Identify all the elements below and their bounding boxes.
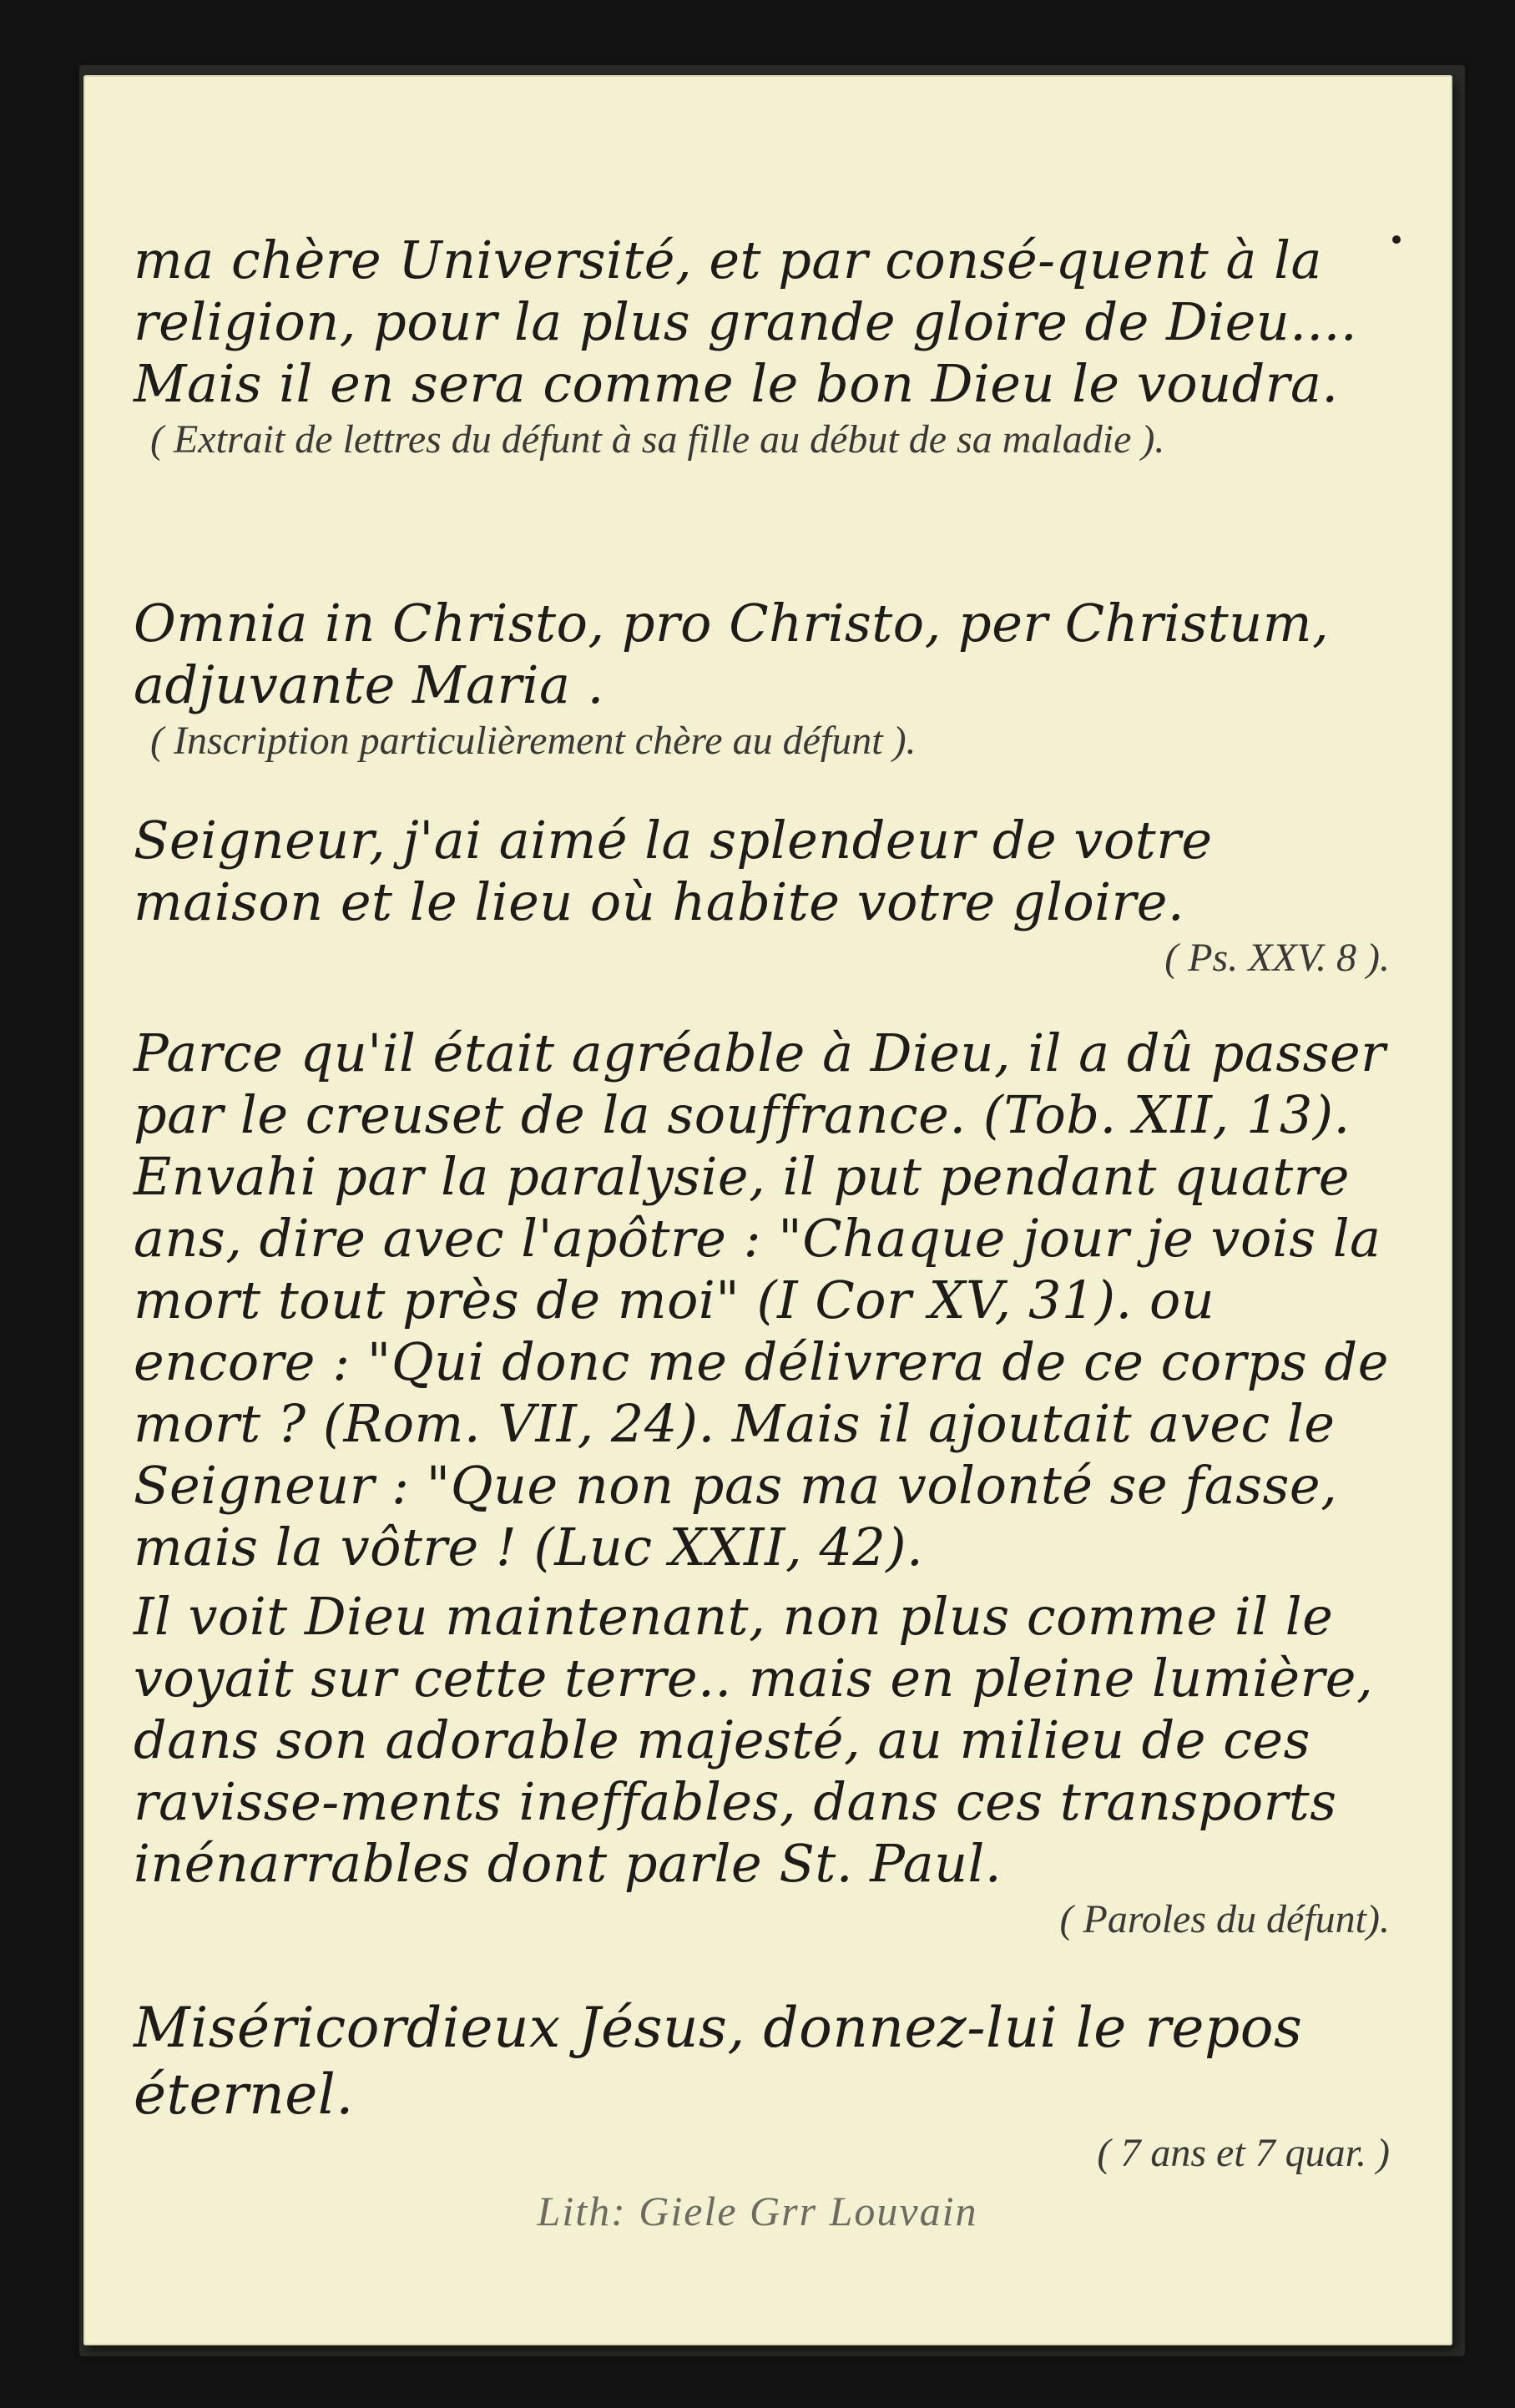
vision-text: Il voit Dieu maintenant, non plus comme il le voyait sur cette terre.. mais en pleine lumière, dans son adorable majesté, au milieu de ces ravisse-ments ineffables, dans ces transports inénarrables dont parle St. Paul.	[134, 1586, 1374, 1894]
ink-blot	[1392, 235, 1401, 244]
paragraph-psalm	[134, 810, 1390, 983]
closing-prayer	[134, 1995, 1390, 2178]
inscription-text: Omnia in Christo, pro Christo, per Christum, adjuvante Maria .	[134, 593, 1330, 715]
psalm-text: Seigneur, j'ai aimé la splendeur de votre maison et le lieu où habite votre gloire.	[134, 810, 1213, 932]
paragraph-letter-excerpt	[134, 230, 1390, 465]
paragraph-suffering	[134, 1022, 1390, 1578]
paragraph-inscription	[134, 593, 1390, 766]
letter-excerpt-source: ( Extrait de lettres du défunt à sa fille au début de sa maladie ).	[150, 417, 1165, 462]
indulgence-note: ( 7 ans et 7 quar. )	[1097, 2131, 1390, 2175]
suffering-text: Parce qu'il était agréable à Dieu, il a dû passer par le creuset de la souffrance. (Tob. XII, 13). Envahi par la paralysie, il put pendant quatre ans, dire avec l'apôtre : "Chaque jour je vois la mort tout près de moi" (I Cor XV, 31). ou encore : "Qui donc me délivrera de ce corps de mort ? (Rom. VII, 24). Mais il ajoutait avec le Seigneur : "Que non pas ma volonté se fasse, mais la vôtre ! (Luc XXII, 42).	[134, 1022, 1389, 1578]
letter-excerpt-text: ma chère Université, et par consé-quent à la religion, pour la plus grande gloire de Dieu.... Mais il en sera comme le bon Dieu le voudra.	[134, 230, 1358, 414]
printer-imprint: Lith: Giele Grr Louvain	[537, 2188, 978, 2234]
prayer-text: Miséricordieux Jésus, donnez-lui le repos éternel.	[134, 1996, 1303, 2127]
paragraph-vision	[134, 1586, 1390, 1945]
psalm-reference: ( Ps. XXV. 8 ).	[1164, 936, 1390, 980]
inscription-source: ( Inscription particulièrement chère au défunt ).	[150, 719, 917, 763]
vision-source: ( Paroles du défunt).	[1059, 1897, 1390, 1941]
